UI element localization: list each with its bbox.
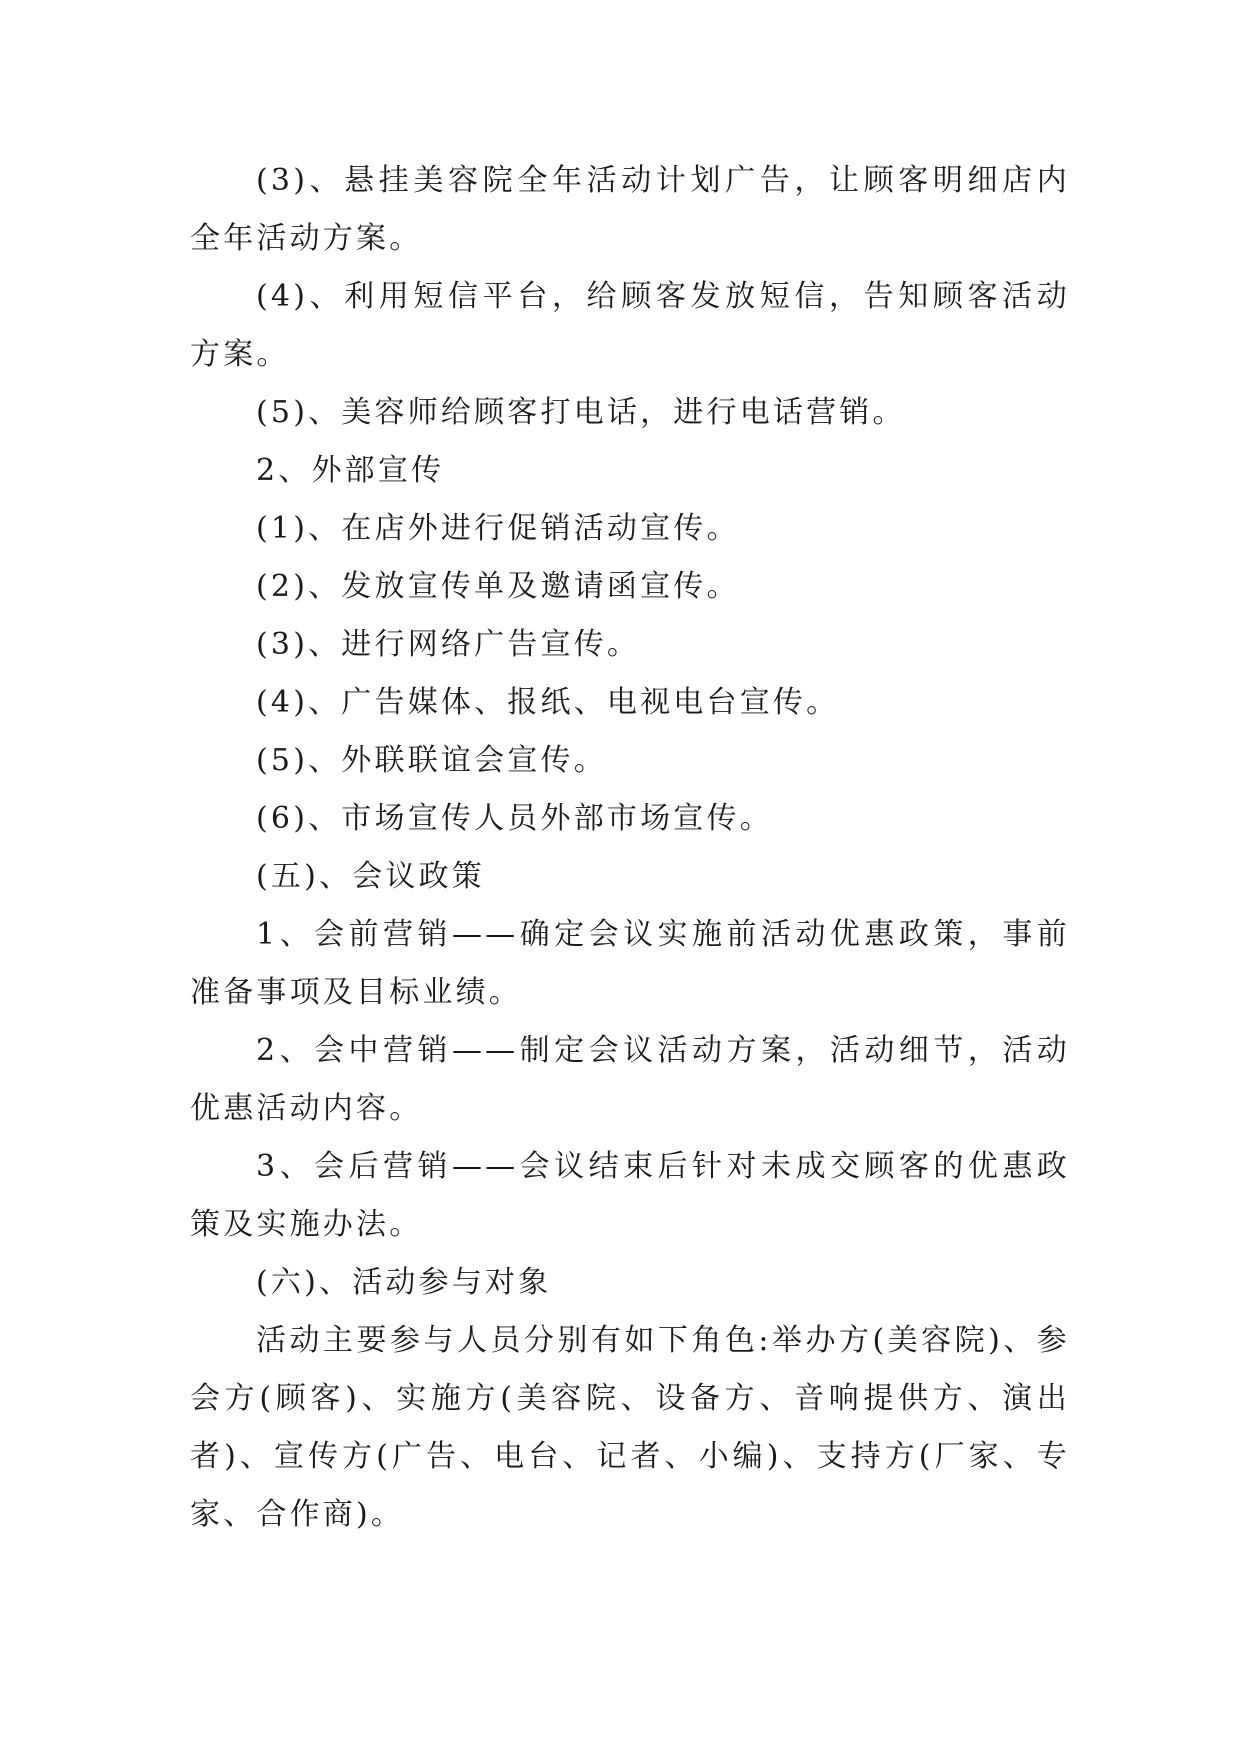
paragraph-item: (5)、美容师给顾客打电话，进行电话营销。 <box>256 395 906 430</box>
paragraph-item: 2、会中营销——制定会议活动方案，活动细节，活动优惠活动内容。 <box>190 1033 1070 1126</box>
paragraph-item: 活动主要参与人员分别有如下角色:举办方(美容院)、参会方(顾客)、实施方(美容院、设备方、音响提供方、演出者)、宣传方(广告、电台、记者、小编)、支持方(厂家、专家、合作商)。 <box>190 1323 1070 1532</box>
section-heading: (六)、活动参与对象 <box>256 1265 552 1300</box>
paragraph-item: (4)、广告媒体、报纸、电视电台宣传。 <box>256 685 840 720</box>
section-heading: (五)、会议政策 <box>256 859 486 894</box>
paragraph-item: 1、会前营销——确定会议实施前活动优惠政策，事前准备事项及目标业绩。 <box>190 917 1070 1010</box>
paragraph-item: (5)、外联联谊会宣传。 <box>256 743 607 778</box>
document-body <box>190 152 1070 1544</box>
paragraph-item: (4)、利用短信平台，给顾客发放短信，告知顾客活动方案。 <box>190 279 1070 372</box>
paragraph-item: (2)、发放宣传单及邀请函宣传。 <box>256 569 740 604</box>
paragraph-item: (3)、悬挂美容院全年活动计划广告，让顾客明细店内全年活动方案。 <box>190 163 1070 256</box>
section-heading: 2、外部宣传 <box>256 453 445 488</box>
paragraph-item: (3)、进行网络广告宣传。 <box>256 627 641 662</box>
paragraph-item: (6)、市场宣传人员外部市场宣传。 <box>256 801 773 836</box>
paragraph-item: (1)、在店外进行促销活动宣传。 <box>256 511 740 546</box>
paragraph-item: 3、会后营销——会议结束后针对未成交顾客的优惠政策及实施办法。 <box>190 1149 1070 1242</box>
